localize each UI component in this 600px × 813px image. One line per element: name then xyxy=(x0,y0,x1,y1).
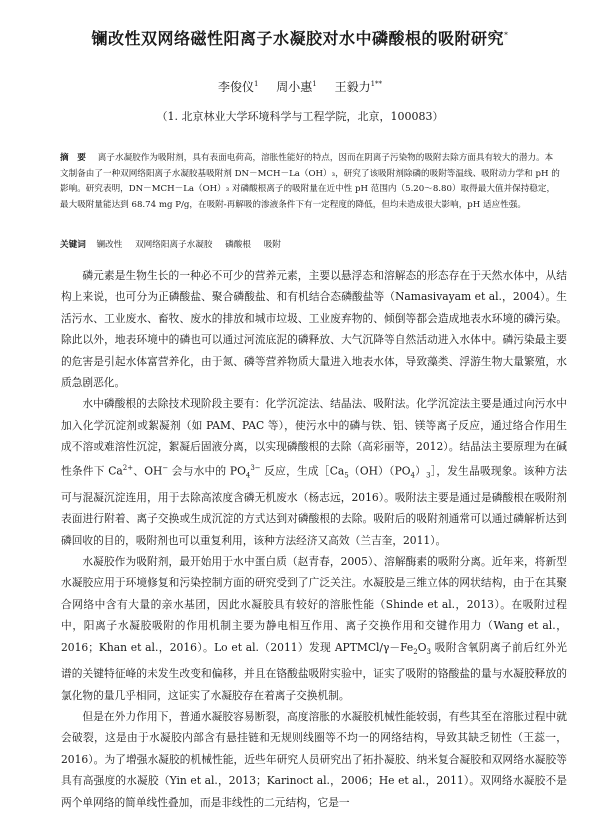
author-3: 王毅力$^{1**}$ xyxy=(334,80,383,94)
abstract-text: 离子水凝胶作为吸附剂，具有表面电荷高，溶胀性能好的特点，因而在阴离子污染物的吸附去除方面具有较大的潜力。本文制备由了一种双网络阳离子水凝胶基吸附剂 DN－MCH－La（OH）₃，研究了该吸附剂除磷的吸附等温线、吸附动力学和 pH 的影响。研究表明，DN－MCH－La（OH）₃ 对磷酸根离子的吸附量在近中性 pH 范围内（5.20～8.80）取得最大值并保持稳定，最大吸附量能达到 68.74 mg P/g，在吸附-再解吸的渗液条件下有一定程度的降低，但均未造成很大影响，pH 适应性强。 xyxy=(60,153,560,210)
author-1: 李俊仪$^1$ xyxy=(217,80,259,94)
keywords xyxy=(60,238,560,250)
author-2: 周小惠$^1$ xyxy=(276,80,317,94)
title-text: 镧改性双网络磁性阳离子水凝胶对水中磷酸根的吸附研究 xyxy=(91,29,504,48)
keyword: 磷酸根 xyxy=(225,240,251,250)
keyword: 吸附 xyxy=(263,240,281,250)
abstract xyxy=(60,151,560,213)
keywords-label: 关键词 xyxy=(60,240,86,250)
paragraph-3: 水凝胶作为吸附剂，最开始用于水中蛋白质（赵青春，2005）、溶解酶素的吸附分离。近年来，将新型水凝胶应用于环境修复和污染控制方面的研究受到了广泛关注。水凝胶是三维立体的网状结构，由于在其聚合网络中含有大量的亲水基团，因此水凝胶具有较好的溶胀性能（Shinde et al.，2013）。在吸附过程中，阳离子水凝胶吸附的作用机制主要为静电相互作用、离子交换作用和交键作用力（Wang et al.，2016；Khan et al.，2016）。Lo et al.（2011）发现 APTMCl/$\gamma-Fe_2O_3$ 吸附含氧阴离子前后红外光谱的关键特征峰的未发生改变和偏移，并且在铬酸盐吸附实验中，证实了吸附的铬酸盐的量与水凝胶释放的氯化物的量几乎相同，这证实了水凝胶存在着离子交换机制。 xyxy=(61,554,567,702)
author-list xyxy=(0,78,600,95)
paragraph-1: 磷元素是生物生长的一种必不可少的营养元素，主要以悬浮态和溶解态的形态存在于天然水体中，从结构上来说，也可分为正磷酸盐、聚合磷酸盐、和有机结合态磷酸盐等（Namasivayam et al.，2004）。生活污水、工业废水、畜牧、废水的排放和城市垃圾、工业废弃物的、倾倒等都会造成地表水环境的磷污染。除此以外，地表环境中的磷也可以通过河流底泥的磷释放、大气沉降等自然活动进入水体中。磷污染最主要的危害是引起水体富营养化，由于氮、磷等营养物质大量进入地表水体，导致藻类、浮游生物大量繁殖，水质急剧恶化。 xyxy=(61,269,567,390)
keyword: 镧改性 xyxy=(96,240,123,250)
affiliation: （1. 北京林业大学环境科学与工程学院，北京，100083） xyxy=(156,110,444,123)
title-footnote-mark: * xyxy=(504,30,509,40)
body-text xyxy=(61,265,567,813)
keyword: 双网络阳离子水凝胶 xyxy=(135,240,213,250)
abstract-label: 摘 要 xyxy=(60,153,86,163)
paper-title xyxy=(18,26,582,49)
paragraph-4: 但是在外力作用下，普通水凝胶容易断裂，高度溶胀的水凝胶机械性能较弱，有些其至在溶胀过程中就会破裂，这是由于水凝胶内部含有悬挂链和无规则线圈等不均一的网络结构，导致其缺乏韧性（王蕊一，2016）。为了增强水凝胶的机械性能，近些年研究人员研究出了拓扑凝胶、纳米复合凝胶和双网络水凝胶等具有高强度的水凝胶（Yin et al.，2013；Karinoct al.，2006；He et al.，2011）。双网络水凝胶不是两个单网络的简单线性叠加，而是非线性的二元结构，它是一 xyxy=(61,709,567,809)
paragraph-2: 水中磷酸根的去除技术现阶段主要有：化学沉淀法、结晶法、吸附法。化学沉淀法主要是通过向污水中加入化学沉淀剂或絮凝剂（如 PAM、PAC 等），使污水中的磷与铁、铝、镁等离子反应，通过络合作用生成不溶或难溶性沉淀，絮凝后固液分离，以实现磷酸根的去除（高彩丽等，2012）。结晶法主要原理为在碱性条件下 $Ca^{2+}$、OH− 会与水中的 $PO_4^{3-}$ 反应，生成$[Ca_5(OH)(PO_4)_3]$，发生晶吸现象。该种方法可与混凝沉淀连用，用于去除高浓度含磷无机废水（杨志远，2016）。吸附法主要是通过是磷酸根在吸附剂表面进行附着、离子交换或生成沉淀的方式达到对磷酸根的去除。吸附后的吸附剂通常可以通过磷解析达到磷回收的目的，吸附剂也可以重复利用，该种方法经济又高效（兰吉奎，2011）。 xyxy=(61,397,567,547)
